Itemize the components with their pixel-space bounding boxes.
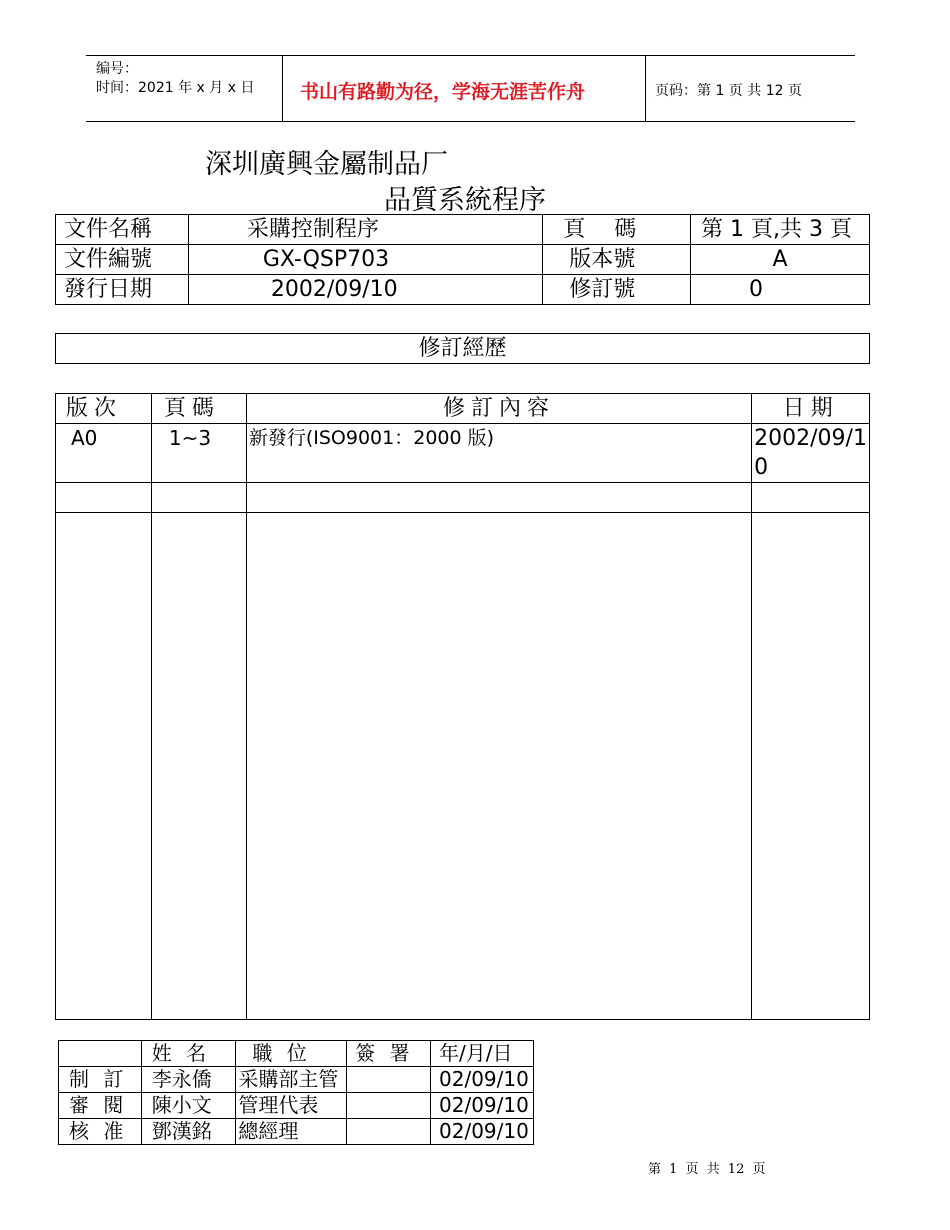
signoff-position: 采購部主管 [236,1067,347,1093]
row-content: 新發行(ISO9001：2000 版) [246,424,751,483]
header-time-label: 时间：2021 年 x 月 x 日 [96,80,255,96]
header-date: 日期 [752,394,870,424]
table-row [59,1119,534,1145]
doc-revision-value: 0 [691,275,870,305]
table-row [56,483,870,513]
company-name: 深圳廣興金屬制品厂 [205,149,448,180]
signoff-header-name: 姓 名 [141,1041,236,1067]
doc-revision-label: 修訂號 [543,275,691,305]
signoff-date: 02/09/10 [431,1067,534,1093]
empty-cell [246,513,751,1020]
signoff-signature [347,1067,431,1093]
header-number-label: 编号： [96,61,138,77]
table-header-row [56,394,870,424]
signoff-header-position: 職 位 [236,1041,347,1067]
system-title: 品質系統程序 [384,185,546,216]
header-bottom-rule [86,121,855,122]
footer-page-number: 第 1 页 共 12 页 [648,1162,766,1177]
document-info-table [55,214,870,305]
signoff-name: 鄧漢銘 [141,1119,236,1145]
doc-number-value: GX-QSP703 [188,245,542,275]
doc-version-label: 版本號 [543,245,691,275]
doc-date-value: 2002/09/10 [188,275,542,305]
table-row [56,513,870,1020]
header-page-info: 页码：第 1 页 共 12 页 [655,83,802,99]
empty-cell [752,513,870,1020]
table-row [56,424,870,483]
header-version: 版次 [56,394,152,424]
signoff-signature [347,1093,431,1119]
signoff-date: 02/09/10 [431,1093,534,1119]
empty-cell [56,513,152,1020]
header-motto: 书山有路勤为径，学海无涯苦作舟 [300,81,586,103]
doc-version-value: A [691,245,870,275]
signoff-role: 核 准 [59,1119,142,1145]
doc-name-value: 采購控制程序 [188,215,542,245]
doc-page-value: 第 1 頁,共 3 頁 [691,215,870,245]
empty-cell [151,483,246,513]
row-version: A0 [56,424,152,483]
signoff-position: 總經理 [236,1119,347,1145]
header-divider [645,55,646,121]
signoff-role: 審 閱 [59,1093,142,1119]
header-content: 修訂內容 [246,394,751,424]
header-pages: 頁碼 [151,394,246,424]
signoff-signature [347,1119,431,1145]
header-divider [282,55,283,121]
revision-history-title: 修訂經歷 [55,333,870,364]
signoff-header-signature: 簽 署 [347,1041,431,1067]
header-top-rule [86,55,855,56]
table-header-row [59,1041,534,1067]
signoff-position: 管理代表 [236,1093,347,1119]
signoff-role: 制 訂 [59,1067,142,1093]
signoff-header-date: 年/月/日 [431,1041,534,1067]
doc-date-label: 發行日期 [56,275,189,305]
empty-cell [752,483,870,513]
table-row [59,1067,534,1093]
row-date: 2002/09/10 [752,424,870,483]
empty-cell [246,483,751,513]
doc-page-label: 頁 碼 [543,215,691,245]
table-row [59,1093,534,1119]
doc-number-label: 文件編號 [56,245,189,275]
signoff-name: 李永僑 [141,1067,236,1093]
table-row [56,275,870,305]
signoff-name: 陳小文 [141,1093,236,1119]
signoff-date: 02/09/10 [431,1119,534,1145]
row-pages: 1~3 [151,424,246,483]
signoff-header-blank [59,1041,142,1067]
table-row [56,215,870,245]
empty-cell [151,513,246,1020]
doc-name-label: 文件名稱 [56,215,189,245]
empty-cell [56,483,152,513]
table-row [56,245,870,275]
revision-history-table [55,393,870,1020]
signoff-table [58,1040,534,1145]
